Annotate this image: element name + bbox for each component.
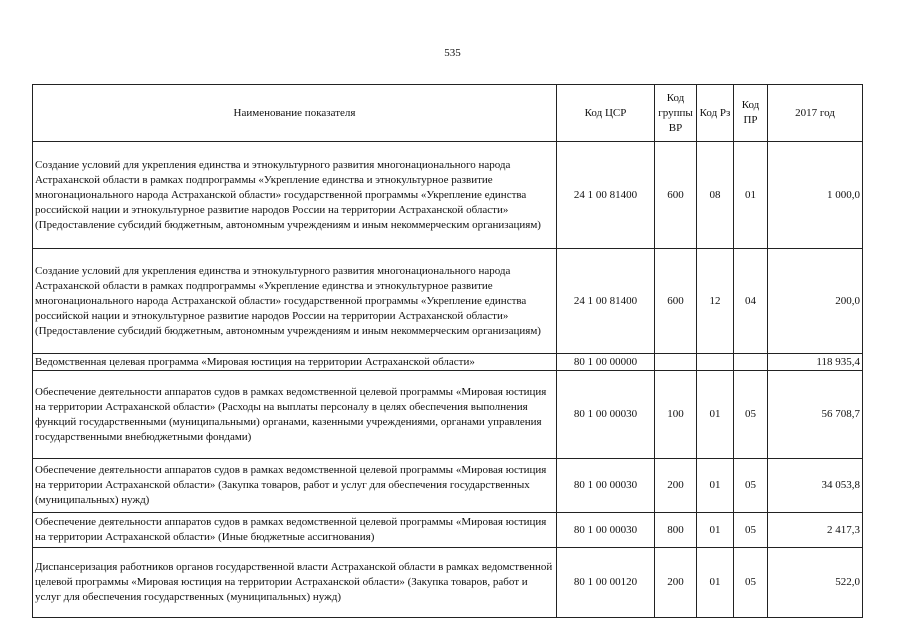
row-name: Обеспечение деятельности аппаратов судов в рамках ведомственной целевой программы «Мировая юстиция на территории Астраханской области» (Иные бюджетные ассигнования) xyxy=(33,513,557,548)
row-pr: 05 xyxy=(734,513,768,548)
row-pr: 05 xyxy=(734,371,768,459)
row-vr: 200 xyxy=(655,459,697,513)
header-name: Наименование показателя xyxy=(33,85,557,142)
row-vr xyxy=(655,354,697,371)
row-rz: 01 xyxy=(697,548,734,618)
row-amount: 118 935,4 xyxy=(768,354,863,371)
budget-table xyxy=(32,84,863,618)
table-row xyxy=(33,142,863,249)
row-pr: 05 xyxy=(734,548,768,618)
table-row xyxy=(33,459,863,513)
row-amount: 56 708,7 xyxy=(768,371,863,459)
row-amount: 522,0 xyxy=(768,548,863,618)
table-row xyxy=(33,513,863,548)
header-amount: 2017 год xyxy=(768,85,863,142)
row-name: Ведомственная целевая программа «Мировая юстиция на территории Астраханской области» xyxy=(33,354,557,371)
row-vr: 100 xyxy=(655,371,697,459)
row-pr: 01 xyxy=(734,142,768,249)
table-header-row xyxy=(33,85,863,142)
row-csr: 80 1 00 00000 xyxy=(557,354,655,371)
page-number: 535 xyxy=(444,47,461,59)
row-rz: 01 xyxy=(697,513,734,548)
row-csr: 80 1 00 00030 xyxy=(557,371,655,459)
row-csr: 24 1 00 81400 xyxy=(557,249,655,354)
row-amount: 1 000,0 xyxy=(768,142,863,249)
row-pr xyxy=(734,354,768,371)
row-name: Обеспечение деятельности аппаратов судов в рамках ведомственной целевой программы «Мировая юстиция на территории Астраханской области» (Расходы на выплаты персоналу в целях обеспечения выполнения функций государственными (муниципальными) органами, казенными учреждениями, органами управления государственными внебюджетными фондами) xyxy=(33,371,557,459)
row-pr: 04 xyxy=(734,249,768,354)
header-pr: Код ПР xyxy=(734,85,768,142)
row-rz: 01 xyxy=(697,459,734,513)
row-amount: 200,0 xyxy=(768,249,863,354)
row-vr: 600 xyxy=(655,249,697,354)
table-row xyxy=(33,249,863,354)
row-vr: 800 xyxy=(655,513,697,548)
table-row xyxy=(33,371,863,459)
row-csr: 80 1 00 00030 xyxy=(557,513,655,548)
header-rz: Код Рз xyxy=(697,85,734,142)
row-name: Создание условий для укрепления единства и этнокультурного развития многонационального народа Астраханской области в рамках подпрограммы «Укрепление единства и этнокультурное развитие многонационального народа Астраханской области» государственной программы «Укрепление единства российской нации и этнокультурное развитие народов России на территории Астраханской области» (Предоставление субсидий бюджетным, автономным учреждениям и иным некоммерческим организациям) xyxy=(33,142,557,249)
row-rz: 01 xyxy=(697,371,734,459)
row-csr: 24 1 00 81400 xyxy=(557,142,655,249)
table-row xyxy=(33,548,863,618)
table-row xyxy=(33,354,863,371)
row-pr: 05 xyxy=(734,459,768,513)
row-vr: 200 xyxy=(655,548,697,618)
row-name: Диспансеризация работников органов государственной власти Астраханской области в рамках ведомственной целевой программы «Мировая юстиция на территории Астраханской области» (Закупка товаров, работ и услуг для обеспечения государственных (муниципальных) нужд) xyxy=(33,548,557,618)
row-csr: 80 1 00 00030 xyxy=(557,459,655,513)
row-rz: 12 xyxy=(697,249,734,354)
header-vr: Код группы ВР xyxy=(655,85,697,142)
row-rz: 08 xyxy=(697,142,734,249)
header-csr: Код ЦСР xyxy=(557,85,655,142)
row-amount: 2 417,3 xyxy=(768,513,863,548)
row-vr: 600 xyxy=(655,142,697,249)
row-name: Создание условий для укрепления единства и этнокультурного развития многонационального народа Астраханской области в рамках подпрограммы «Укрепление единства и этнокультурное развитие многонационального народа Астраханской области» государственной программы «Укрепление единства российской нации и этнокультурное развитие народов России на территории Астраханской области» (Предоставление субсидий бюджетным, автономным учреждениям и иным некоммерческим организациям) xyxy=(33,249,557,354)
row-rz xyxy=(697,354,734,371)
row-csr: 80 1 00 00120 xyxy=(557,548,655,618)
row-name: Обеспечение деятельности аппаратов судов в рамках ведомственной целевой программы «Мировая юстиция на территории Астраханской области» (Закупка товаров, работ и услуг для обеспечения государственных (муниципальных) нужд) xyxy=(33,459,557,513)
row-amount: 34 053,8 xyxy=(768,459,863,513)
